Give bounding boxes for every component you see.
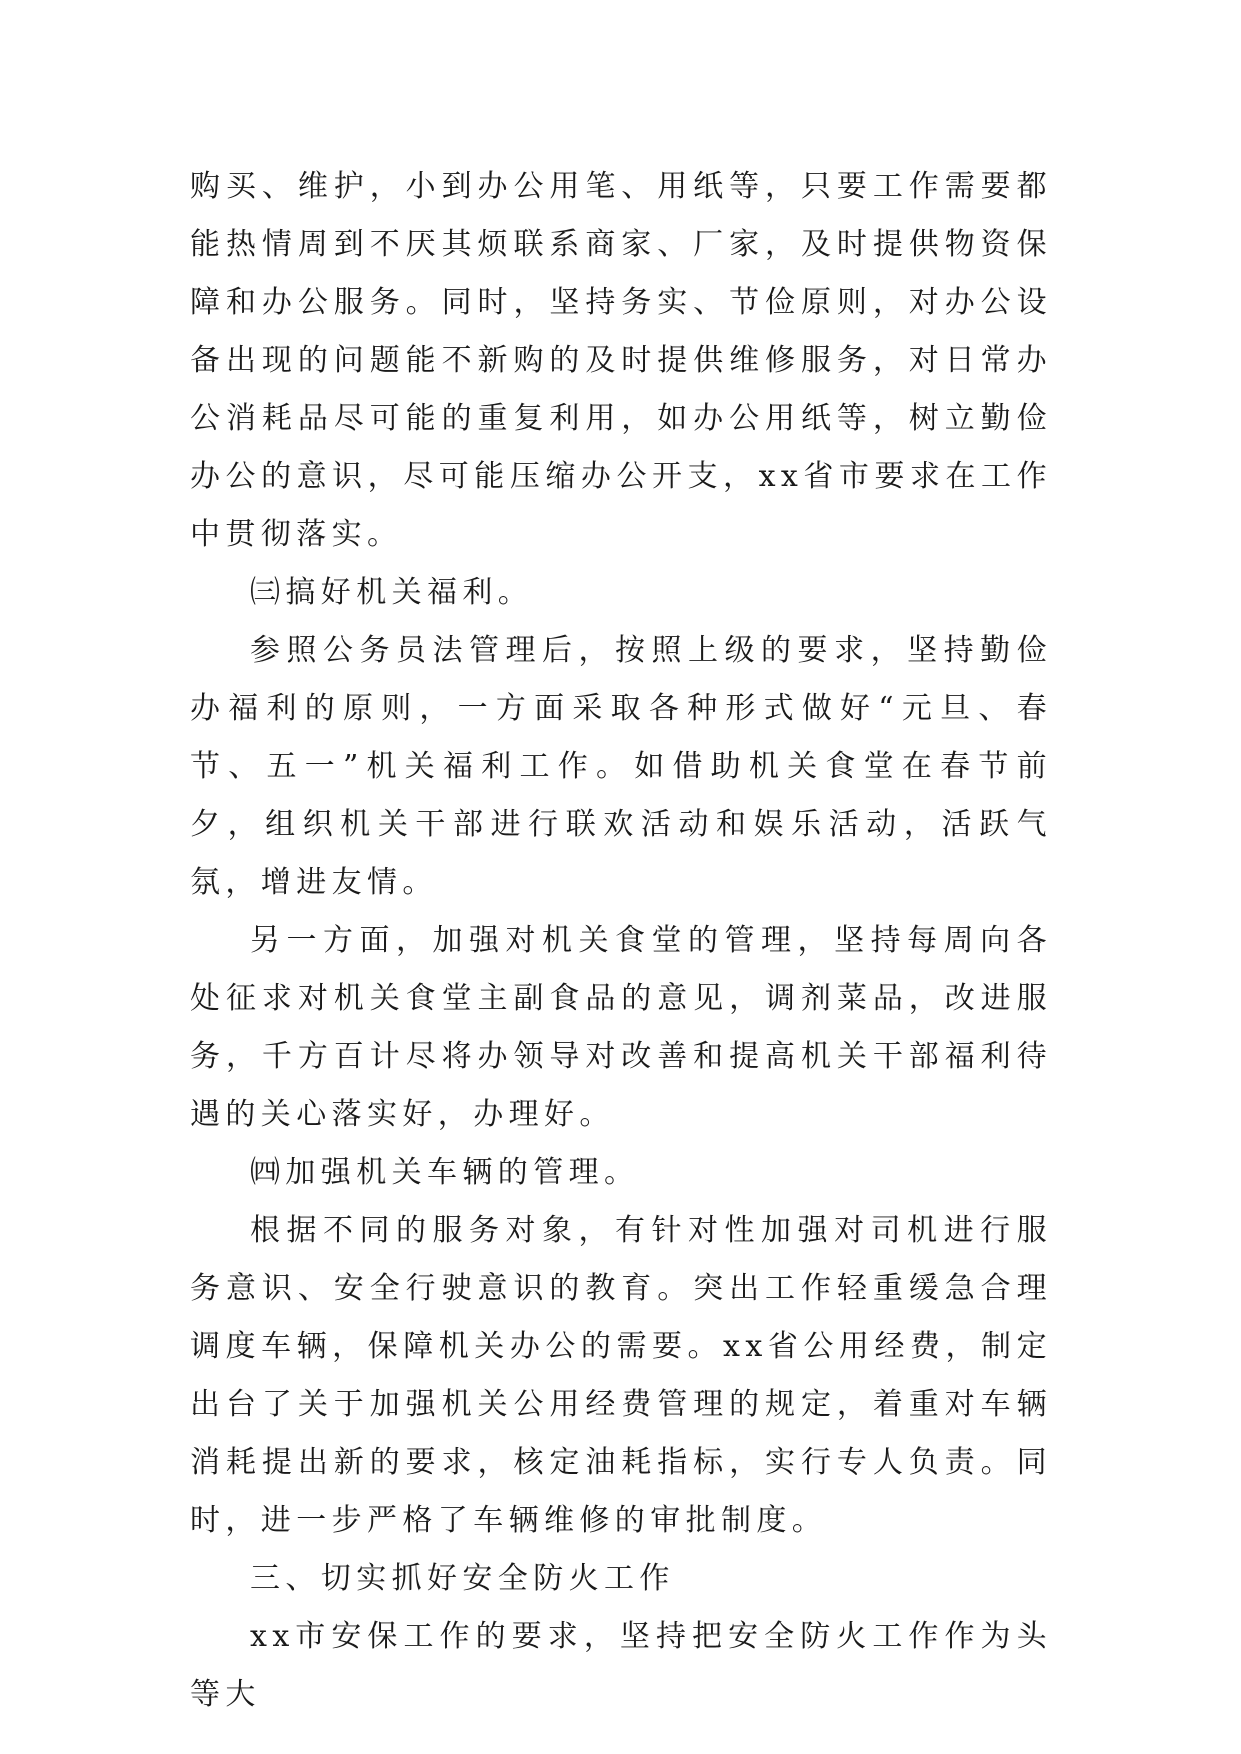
paragraph-fire-safety: xx市安保工作的要求，坚持把安全防火工作作为头等大 bbox=[190, 1619, 1052, 1712]
paragraph-office-supplies: 购买、维护，小到办公用笔、用纸等，只要工作需要都能热情周到不厌其烦联系商家、厂家，及时提供物资保障和办公服务。同时，坚持务实、节俭原则，对办公设备出现的问题能不新购的及时提供维修服务，对日常办公消耗品尽可能的重复利用，如办公用纸等，树立勤俭办公的意识，尽可能压缩办公开支，xx省市要求在工作中贯彻落实。 bbox=[190, 169, 1052, 552]
heading-vehicles: ㈣加强机关车辆的管理。 bbox=[250, 1155, 640, 1190]
paragraph-canteen: 另一方面，加强对机关食堂的管理，坚持每周向各处征求对机关食堂主副食品的意见，调剂菜品，改进服务，千方百计尽将办领导对改善和提高机关干部福利待遇的关心落实好，办理好。 bbox=[190, 923, 1052, 1132]
paragraph-welfare-holidays: 参照公务员法管理后，按照上级的要求，坚持勤俭办福利的原则，一方面采取各种形式做好“元旦、春节、五一”机关福利工作。如借助机关食堂在春节前夕，组织机关干部进行联欢活动和娱乐活动，活跃气氛，增进友情。 bbox=[190, 633, 1052, 900]
document-body bbox=[190, 158, 1052, 1724]
heading-fire-safety: 三、切实抓好安全防火工作 bbox=[250, 1561, 675, 1596]
paragraph-vehicles: 根据不同的服务对象，有针对性加强对司机进行服务意识、安全行驶意识的教育。突出工作轻重缓急合理调度车辆，保障机关办公的需要。xx省公用经费，制定出台了关于加强机关公用经费管理的规定，着重对车辆消耗提出新的要求，核定油耗指标，实行专人负责。同时，进一步严格了车辆维修的审批制度。 bbox=[190, 1213, 1052, 1538]
heading-welfare: ㈢搞好机关福利。 bbox=[250, 575, 534, 610]
